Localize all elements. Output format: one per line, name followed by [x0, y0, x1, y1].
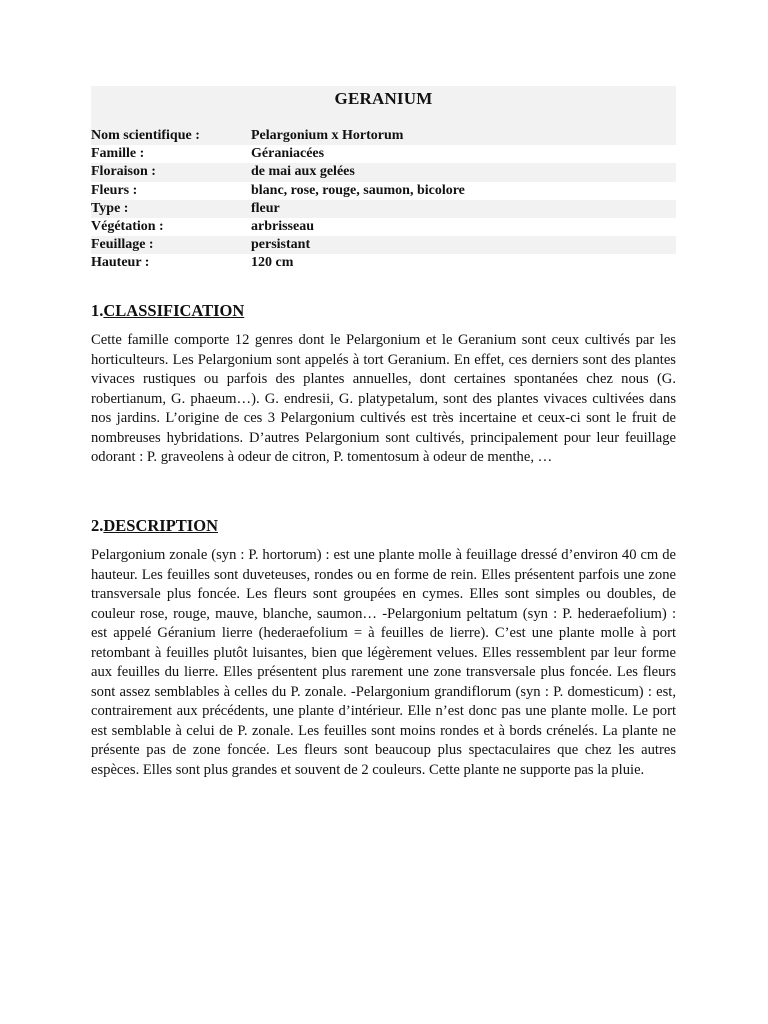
info-value: fleur — [251, 200, 280, 216]
info-value: blanc, rose, rouge, saumon, bicolore — [251, 182, 465, 198]
info-rows — [91, 127, 676, 273]
plant-info-table — [91, 86, 676, 273]
section-title: CLASSIFICATION — [103, 301, 245, 320]
info-label: Hauteur : — [91, 255, 150, 271]
section-classification — [91, 301, 676, 482]
info-value: Géraniacées — [251, 146, 325, 162]
section-paragraph: Pelargonium zonale (syn : P. hortorum) : est une plante molle à feuillage dressé d’environ 40 cm de hauteur. Les feuilles sont duveteuses, rondes ou en forme de rein. Elles présentent parfois une zone transversale plus foncée. Les fleurs sont groupées en cymes. Elles sont simples ou doubles, de couleur rose, rouge, mauve, blanche, saumon… -Pelargonium peltatum (syn : P. hederaefolium) : est appelé Géranium lierre (hederaefolium = à feuilles de lierre). C’est une plante molle à port retombant à feuilles plutôt luisantes, bien que légèrement velues. Elles ressemblent par leur forme aux feuilles du lierre. Elles présentent plus rarement une zone transversale plus foncée. Les fleurs sont assez semblables à celles du P. zonale. -Pelargonium grandiflorum (syn : P. domesticum) : est, contrairement aux précédents, une plante d’intérieur. Elle n’est donc pas une plante molle. Le port est semblable à celui de P. zonale. Les feuilles sont moins rondes et à bords crénelés. La plante ne présente pas de zone foncée. Les fleurs sont beaucoup plus spectaculaires que chez les autres espèces. Elles sont plus grandes et souvent de 2 couleurs. Cette plante ne supporte pas la pluie. — [91, 547, 676, 778]
info-row-family — [91, 145, 676, 163]
info-row-scientific-name — [91, 127, 676, 145]
title-band — [91, 86, 676, 127]
document-title: GERANIUM — [334, 89, 433, 108]
info-row-type — [91, 200, 676, 218]
section-title: DESCRIPTION — [103, 516, 218, 535]
info-row-flowering — [91, 163, 676, 181]
info-row-height — [91, 254, 676, 272]
section-number: 2. — [91, 516, 104, 535]
section-number: 1. — [91, 301, 104, 320]
info-label: Fleurs : — [91, 182, 138, 198]
info-value: arbrisseau — [251, 219, 314, 235]
section-description — [91, 516, 676, 795]
info-label: Végétation : — [91, 219, 164, 235]
info-label: Feuillage : — [91, 237, 154, 253]
info-value: de mai aux gelées — [251, 164, 355, 180]
info-row-foliage — [91, 236, 676, 254]
info-label: Type : — [91, 200, 129, 216]
info-value: persistant — [251, 237, 311, 253]
section-paragraph: Cette famille comporte 12 genres dont le Pelargonium et le Geranium sont ceux cultivés par les horticulteurs. Les Pelargonium sont appelés à tort Geranium. En effet, ces derniers sont des plantes vivaces rustiques ou parfois des plantes annuelles, dont certaines spontanées chez nous (G. robertianum, G. phaeum…). G. endresii, G. platypetalum, sont des plantes vivaces cultivées dans nos jardins. L’origine de ces 3 Pelargonium cultivés est très incertaine et ceux-ci sont le fruit de nombreuses hybridations. D’autres Pelargonium sont cultivés, principalement pour leur feuillage odorant : P. graveolens à odeur de citron, P. tomentosum à odeur de menthe, … — [91, 332, 676, 465]
info-row-vegetation — [91, 218, 676, 236]
info-label: Famille : — [91, 146, 145, 162]
section-heading — [91, 301, 676, 321]
info-label: Floraison : — [91, 164, 156, 180]
section-heading — [91, 516, 676, 536]
info-value: Pelargonium x Hortorum — [251, 128, 404, 144]
info-value: 120 cm — [251, 255, 294, 271]
info-label: Nom scientifique : — [91, 128, 200, 144]
info-row-flowers — [91, 182, 676, 200]
